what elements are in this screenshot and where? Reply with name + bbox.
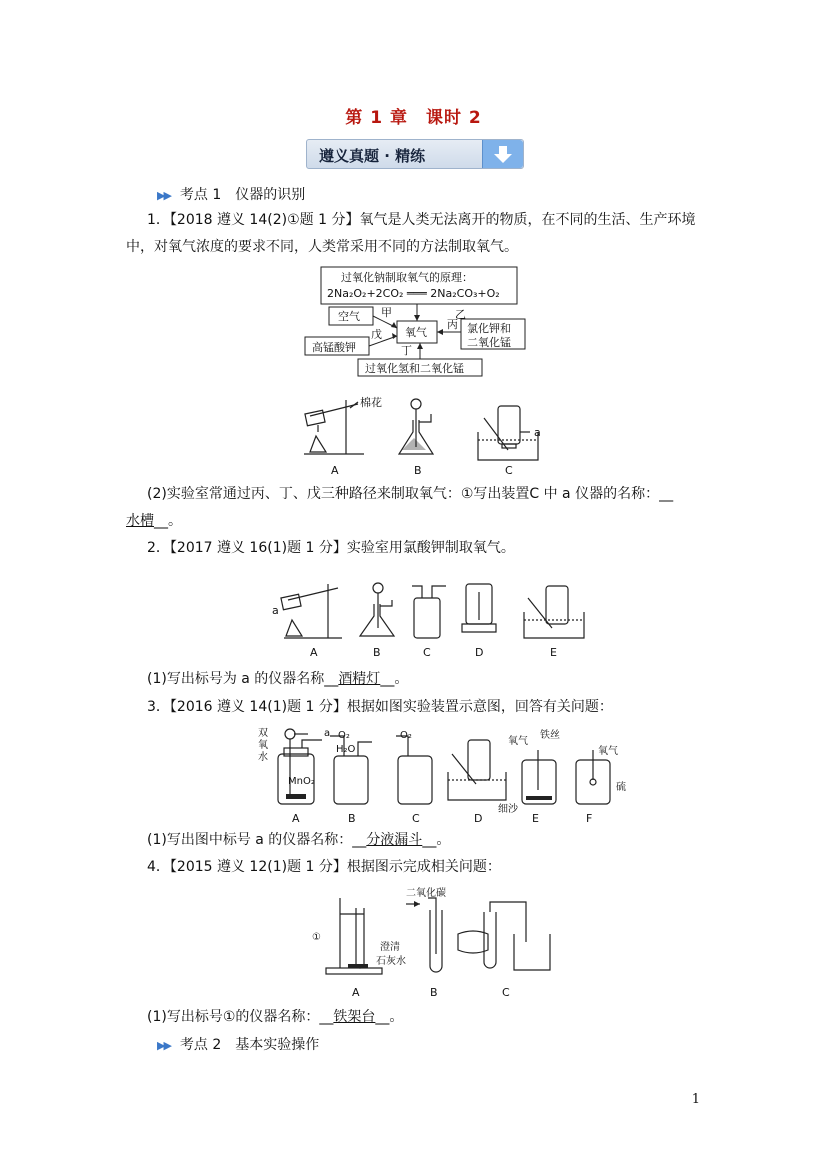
q2-sub-question: (1)写出标号为 a 的仪器名称__酒精灯__。 — [147, 671, 409, 687]
q1-label-C: C — [505, 464, 513, 477]
q4-lime-label-1: 澄清 — [380, 942, 400, 953]
q3-sand-label: 细沙 — [498, 804, 518, 815]
q1-cotton-label: 棉花 — [360, 396, 382, 409]
q2-label-E: E — [550, 646, 557, 659]
q2-label-C: C — [423, 646, 431, 659]
q3-h2o2-2: 氧 — [258, 740, 268, 751]
q1-top-box-line1: 过氧化钠制取氧气的原理： — [341, 271, 473, 284]
q3-oxygen-label-2: 氧气 — [598, 746, 618, 757]
q3-sub-question: (1)写出图中标号 a 的仪器名称：__分液漏斗__。 — [147, 832, 451, 848]
q3-text-line1: 3．【2016 遵义 14(1)题 1 分】根据如图实验装置示意图，回答有关问题： — [147, 699, 613, 715]
q4-text-line1: 4．【2015 遵义 12(1)题 1 分】根据图示完成相关问题： — [147, 859, 501, 875]
q3-oxygen-label-1: 氧气 — [508, 736, 528, 747]
q4-sub-question: (1)写出标号①的仪器名称：__铁架台__。 — [147, 1009, 404, 1025]
q3-o2-label-1: O₂ — [338, 730, 350, 741]
section-heading-2: ▶▶ 考点 2 基本实验操作 — [157, 1037, 320, 1053]
banner-label: 遵义真题 · 精练 — [319, 147, 426, 165]
q3-answer: 分液漏斗 — [366, 832, 423, 848]
q4-apparatus-figure — [312, 884, 572, 1002]
q2-a-label: a — [272, 604, 279, 617]
q1-sub-question: (2)实验室常通过丙、丁、戊三种路径来制取氧气：①写出装置C 中 a 仪器的名称：__ — [147, 486, 674, 502]
q3-h2o2-3: 水 — [258, 752, 268, 763]
q3-mno2-label: MnO₂ — [288, 776, 315, 787]
q2-text-line1: 2．【2017 遵义 16(1)题 1 分】实验室用氯酸钾制取氧气。 — [147, 540, 515, 556]
page-title: 第 1 章 课时 2 — [345, 108, 482, 128]
q3-label-B: B — [348, 812, 356, 825]
q3-sulfur-label: 硫 — [616, 782, 626, 793]
q1-a-label: a — [534, 426, 541, 439]
q4-label-A: A — [352, 986, 360, 999]
q1-oxygen-flow-diagram — [305, 266, 515, 378]
q1-answer-line: 水槽__。 — [126, 513, 182, 529]
q3-label-D: D — [474, 812, 483, 825]
download-arrow-icon[interactable] — [482, 140, 523, 168]
q3-h2o-label: H₂O — [336, 744, 356, 755]
q4-lime-label-2: 石灰水 — [376, 956, 406, 967]
q1-top-box-line2: 2Na₂O₂+2CO₂ ═══ 2Na₂CO₃+O₂ — [327, 287, 500, 300]
q2-answer: 酒精灯 — [338, 671, 381, 687]
page-number: 1 — [691, 1092, 700, 1107]
q1-text-line2: 中，对氧气浓度的要求不同，人类常采用不同的方法制取氧气。 — [126, 239, 518, 255]
double-arrow-icon: ▶▶ — [157, 1039, 170, 1052]
q3-label-A: A — [292, 812, 300, 825]
q1-center-oxygen: 氧气 — [405, 326, 427, 339]
q3-label-F: F — [586, 812, 593, 825]
q2-label-A: A — [310, 646, 318, 659]
q1-jia: 甲 — [381, 306, 392, 319]
section-banner — [306, 139, 524, 169]
q4-label-C: C — [502, 986, 510, 999]
q2-label-B: B — [373, 646, 381, 659]
q4-label-B: B — [430, 986, 438, 999]
q1-ding: 丁 — [401, 344, 412, 357]
q3-iron-label: 铁丝 — [540, 730, 560, 741]
q3-o2-label-2: O₂ — [400, 730, 412, 741]
q1-text-line1: 1．【2018 遵义 14(2)①题 1 分】氧气是人类无法离开的物质，在不同的生活、生产环境 — [147, 212, 696, 228]
q1-answer: 水槽 — [126, 513, 154, 529]
section-heading-1: ▶▶ 考点 1 仪器的识别 — [157, 187, 306, 203]
q3-a-label: a — [324, 728, 331, 739]
q3-apparatus-figure — [258, 726, 628, 826]
q1-label-A: A — [331, 464, 339, 477]
q1-air-label: 空气 — [338, 310, 360, 323]
q2-label-D: D — [475, 646, 484, 659]
q1-h2o2-label: 过氧化氢和二氧化锰 — [365, 362, 464, 375]
q3-label-C: C — [412, 812, 420, 825]
q1-kmno4-label: 高锰酸钾 — [312, 341, 356, 354]
q1-kclo3-line1: 氯化钾和 — [467, 322, 511, 335]
q1-wu: 戊 — [371, 328, 382, 341]
q3-h2o2-1: 双 — [258, 728, 268, 739]
q1-label-B: B — [414, 464, 422, 477]
q4-circle1-label: ① — [312, 932, 321, 943]
q1-yi: 乙 — [455, 308, 466, 321]
q3-label-E: E — [532, 812, 539, 825]
q2-apparatus-figure — [270, 580, 600, 662]
q1-kclo3-line2: 二氧化锰 — [467, 336, 511, 349]
q4-answer: 铁架台 — [333, 1009, 376, 1025]
double-arrow-icon: ▶▶ — [157, 189, 170, 202]
q1-apparatus-figure — [298, 392, 558, 480]
q4-co2-label: 二氧化碳 — [406, 888, 446, 899]
q1-bing: 丙 — [447, 318, 458, 331]
